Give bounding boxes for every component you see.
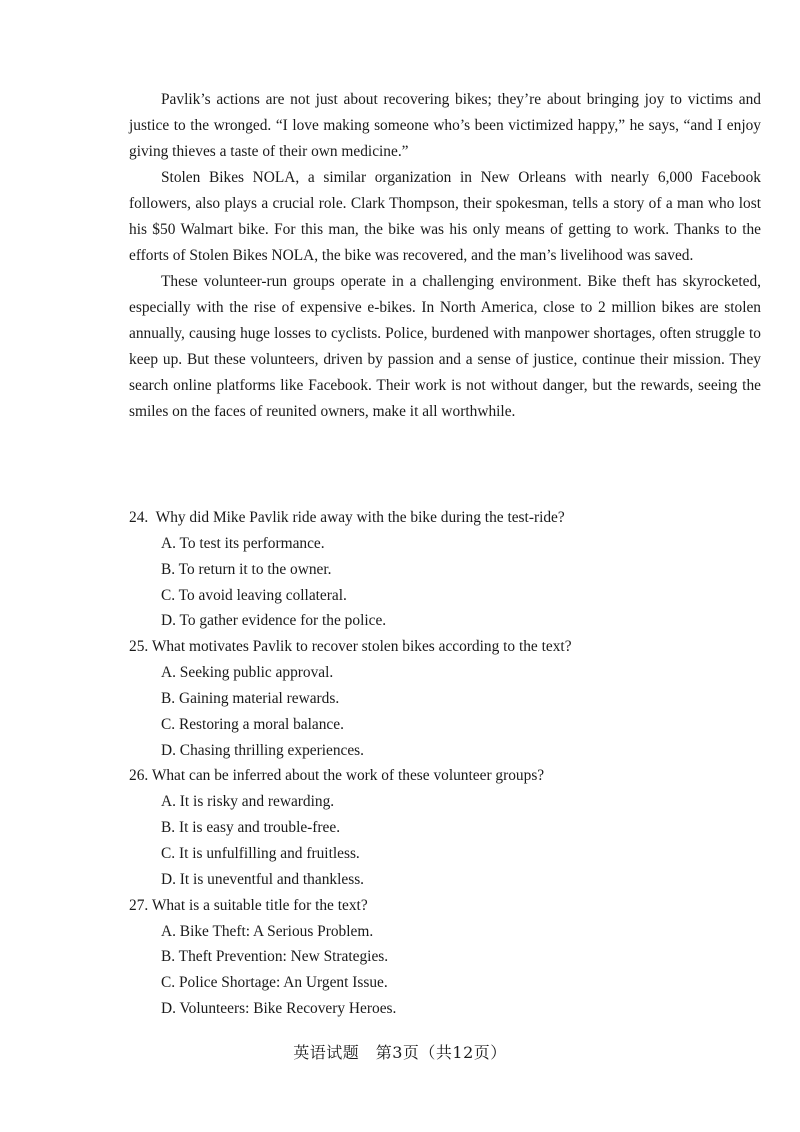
question-text: Why did Mike Pavlik ride away with the bike during the test-ride?	[155, 509, 565, 526]
question-25	[129, 634, 769, 763]
option-d: D. Volunteers: Bike Recovery Heroes.	[161, 999, 397, 1017]
question-text: What motivates Pavlik to recover stolen bikes according to the text?	[151, 638, 572, 656]
option-b: B. Theft Prevention: New Strategies.	[161, 948, 389, 966]
question-stem	[129, 763, 769, 789]
question-27	[129, 893, 769, 1022]
option-c: C. Police Shortage: An Urgent Issue.	[161, 974, 388, 992]
option-c: C. Restoring a moral balance.	[161, 715, 344, 733]
question-26	[129, 763, 769, 892]
option-a: A. To test its performance.	[161, 535, 325, 552]
reading-passage	[129, 87, 761, 425]
option-b: B. To return it to the owner.	[161, 560, 332, 578]
question-stem	[129, 634, 769, 660]
question-text: What is a suitable title for the text?	[151, 896, 368, 914]
page-footer: 英语试题 第3页（共12页）	[293, 1043, 507, 1062]
question-24	[129, 505, 769, 634]
option-c: C. It is unfulfilling and fruitless.	[161, 844, 360, 862]
option-d: D. Chasing thrilling experiences.	[161, 741, 365, 759]
passage-paragraph-3: These volunteer-run groups operate in a challenging environment. Bike theft has skyrocketed, especially with the rise of expensive e-bikes. In North America, close to 2 million bikes are stolen annually, causing huge losses to cyclists. Police, burdened with manpower shortages, often struggle to keep up. But these volunteers, driven by passion and a sense of justice, continue their mission. They search online platforms like Facebook. Their work is not without danger, but the rewards, seeing the smiles on the faces of reunited owners, make it all worthwhile.	[129, 273, 761, 420]
question-number: 26.	[129, 767, 149, 785]
option-d: D. To gather evidence for the police.	[161, 612, 387, 630]
option-a: A. Seeking public approval.	[161, 664, 334, 682]
question-number: 24.	[129, 509, 149, 526]
passage-paragraph-2: Stolen Bikes NOLA, a similar organization in New Orleans with nearly 6,000 Facebook followers, also plays a crucial role. Clark Thompson, their spokesman, tells a story of a man who lost his $50 Walmart bike. For this man, the bike was his only means of getting to work. Thanks to the efforts of Stolen Bikes NOLA, the bike was recovered, and the man’s livelihood was saved.	[129, 169, 761, 264]
question-number: 25.	[129, 638, 149, 656]
question-stem	[129, 505, 769, 531]
option-c: C. To avoid leaving collateral.	[161, 586, 347, 604]
question-text: What can be inferred about the work of these volunteer groups?	[151, 767, 545, 785]
option-b: B. It is easy and trouble-free.	[161, 819, 341, 837]
question-number: 27.	[129, 896, 149, 914]
option-a: A. It is risky and rewarding.	[161, 793, 335, 811]
option-d: D. It is uneventful and thankless.	[161, 870, 365, 888]
question-list	[129, 505, 769, 1022]
option-a: A. Bike Theft: A Serious Problem.	[161, 922, 374, 940]
question-stem	[129, 893, 769, 919]
passage-paragraph-1: Pavlik’s actions are not just about recovering bikes; they’re about bringing joy to victims and justice to the wronged. “I love making someone who’s been victimized happy,” he says, “and I enjoy giving thieves a taste of their own medicine.”	[129, 91, 761, 160]
option-b: B. Gaining material rewards.	[161, 689, 340, 707]
